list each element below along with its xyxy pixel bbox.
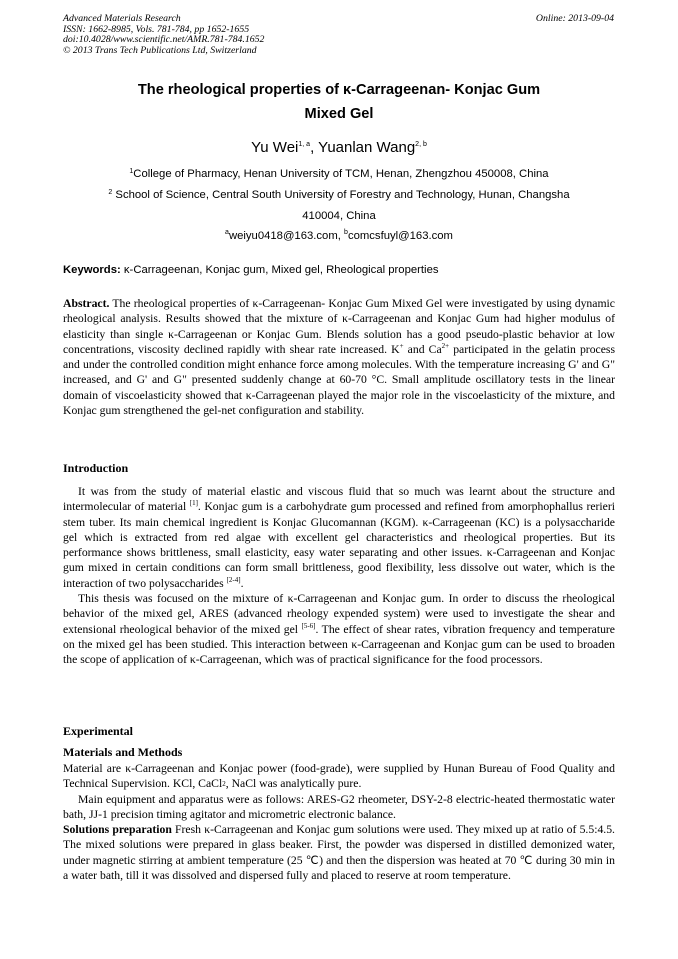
doi-line: doi:10.4028/www.scientific.net/AMR.781-784.1652 [63, 34, 265, 46]
title-line-1: The rheological properties of κ-Carrageenan- Konjac Gum [137, 82, 541, 98]
author-2-sup: 2, b [415, 141, 427, 148]
citation-2-4[interactable]: [2-4] [226, 575, 241, 584]
exp-paragraph-1 [63, 761, 615, 792]
abstract-text-2: and Ca [403, 342, 442, 356]
keywords-text: κ-Carrageenan, Konjac gum, Mixed gel, Rheological properties [120, 264, 439, 276]
author-2-name: Yuanlan Wang [318, 139, 416, 156]
affiliation-2-sup: 2 [108, 189, 113, 196]
affiliation-1-sup: 1 [129, 168, 134, 175]
abstract-label: Abstract. [63, 297, 110, 310]
intro-p1-text-c: . [240, 576, 244, 590]
intro-p2-text-a: This thesis was focused on the mixture of κ-Carrageenan and Konjac gum. In order to discuss the rheological behavior of the mixed gel, ARES (advanced rheology expended system) were used to investigate the shear and extensional rheological behavior of the mixed gel [63, 592, 615, 636]
experimental-heading: Experimental [63, 724, 133, 738]
author-1-sup: 1, a [298, 141, 311, 148]
issn-line: ISSN: 1662-8985, Vols. 781-784, pp 1652-1655 [63, 23, 250, 35]
exp-paragraph-2: Main equipment and apparatus were as follows: ARES-G2 rheometer, DSY-2-8 electric-heated thermostatic water bath, JJ-1 precision timing agitator and micrometric electronic balance. [63, 792, 615, 821]
intro-paragraph-2 [63, 591, 615, 667]
journal-header [63, 14, 264, 56]
abstract-sup-2: 2+ [441, 341, 450, 350]
author-1-name: Yu Wei [251, 139, 299, 156]
keywords [63, 262, 615, 278]
author-separator: , [310, 139, 319, 156]
affiliation-1-text: College of Pharmacy, Henan University of TCM, Henan, Zhengzhou 450008, China [133, 168, 549, 180]
exp-p1-text-a: Material are κ-Carrageenan and Konjac power (food-grade), were supplied by Hunan Bureau of Food Quality and Technical Supervision. KCl, CaCl [63, 762, 615, 791]
paper-title [63, 78, 615, 126]
solutions-prep-label: Solutions preparation [63, 823, 172, 837]
solutions-prep-text: Fresh κ-Carrageenan and Konjac gum solutions were used. They mixed up at ratio of 5.5:4.5. The mixed solutions were prepared in glass beaker. First, the powder was dispersed in distilled demonized water, under magnetic stirring at ambient temperature (25 ℃) and then the dispersion was heated at 70 ℃ during 30 min in a water bath, till it was dissolved and dispersed fully and placed to reserve at room temperature. [63, 823, 615, 883]
introduction-body [63, 484, 615, 668]
introduction-heading: Introduction [63, 461, 129, 475]
copyright-line: © 2013 Trans Tech Publications Ltd, Switzerland [63, 44, 257, 56]
affiliation-2-text: School of Science, Central South University of Forestry and Technology, Hunan, Changsha [112, 189, 570, 201]
abstract [63, 296, 615, 418]
intro-p1-text-a: It was from the study of material elastic and viscous fluid that so much was learnt about the structure and intermolecular of material [63, 485, 615, 514]
intro-p1-text-b: . Konjac gum is a carbohydrate gum processed and refined from amorphophallus rerieri stem tuber. Its main chemical ingredient is Konjac Glucomannan (KGM). κ-Carrageenan (KC) is a polysaccharide gel which is extracted from red algae with excellent gel characteristics and rheological properties. But its performance shows brittleness, small elasticity, easy water separating and other issues. κ-Carrageenan and Konjac gum mixed in certain conditions can form small brittleness, good flexibility, less dissolve out water, which is the interaction of two polysaccharides [63, 500, 615, 590]
affiliation-2 [63, 185, 615, 227]
email-b-sup: b [344, 229, 348, 236]
exp-p1-sub: 2 [222, 780, 226, 789]
affiliation-1 [63, 164, 615, 185]
email-b[interactable]: comcsfuyl@163.com [347, 230, 453, 242]
abstract-sup-1: + [399, 341, 404, 350]
citation-1[interactable]: [1] [189, 499, 198, 508]
intro-paragraph-1 [63, 484, 615, 591]
email-a[interactable]: weiyu0418@163.com, [228, 230, 345, 242]
intro-p2-text-b: . The effect of shear rates, vibration frequency and temperature on the mixed gel has been studied. This interaction between κ-Carrageenan and Konjac gum can be used to broaden the scope of application of κ-Carrageenan, which was of practical significance for the food processors. [63, 622, 615, 667]
materials-methods-heading: Materials and Methods [63, 745, 183, 759]
keywords-label: Keywords: [63, 264, 121, 276]
abstract-text-3: participated in the gelatin process and under the controlled condition might enhance force among molecules. With the temperature increasing G' and G" increased, and G' and G" presented suddenly change at 60-70 °C. Small amplitude oscillatory tests in the linear domain of viscoelasticity showed that κ-Carrageenan played the major role in the viscoelasticity of the mixture, and Konjac gum strengthened the gel-net configuration and stability. [63, 342, 616, 418]
email-a-sup: a [225, 229, 229, 236]
abstract-text-1: The rheological properties of κ-Carrageenan- Konjac Gum Mixed Gel were investigated by using dynamic rheological analysis. Results showed that the mixture of κ-Carrageenan and Konjac Gum had higher modulus of elasticity than single κ-Carrageenan or Konjac Gum. Blends solution has a good pseudo-plastic behavior at low concentrations, viscosity declined rapidly with shear rate increased. K [63, 297, 615, 356]
online-date: Online: 2013-09-04 [535, 13, 614, 24]
exp-p1-text-b: , NaCl was analytically pure. [225, 777, 362, 791]
exp-paragraph-3 [63, 822, 615, 883]
experimental-body [63, 761, 615, 883]
journal-name: Advanced Materials Research [63, 13, 181, 24]
author-emails [63, 227, 615, 245]
author-list [63, 139, 615, 157]
citation-5-6[interactable]: [5-6] [301, 621, 316, 630]
affiliation-2-line-2: 410004, China [302, 210, 376, 222]
title-line-2: Mixed Gel [304, 106, 374, 122]
